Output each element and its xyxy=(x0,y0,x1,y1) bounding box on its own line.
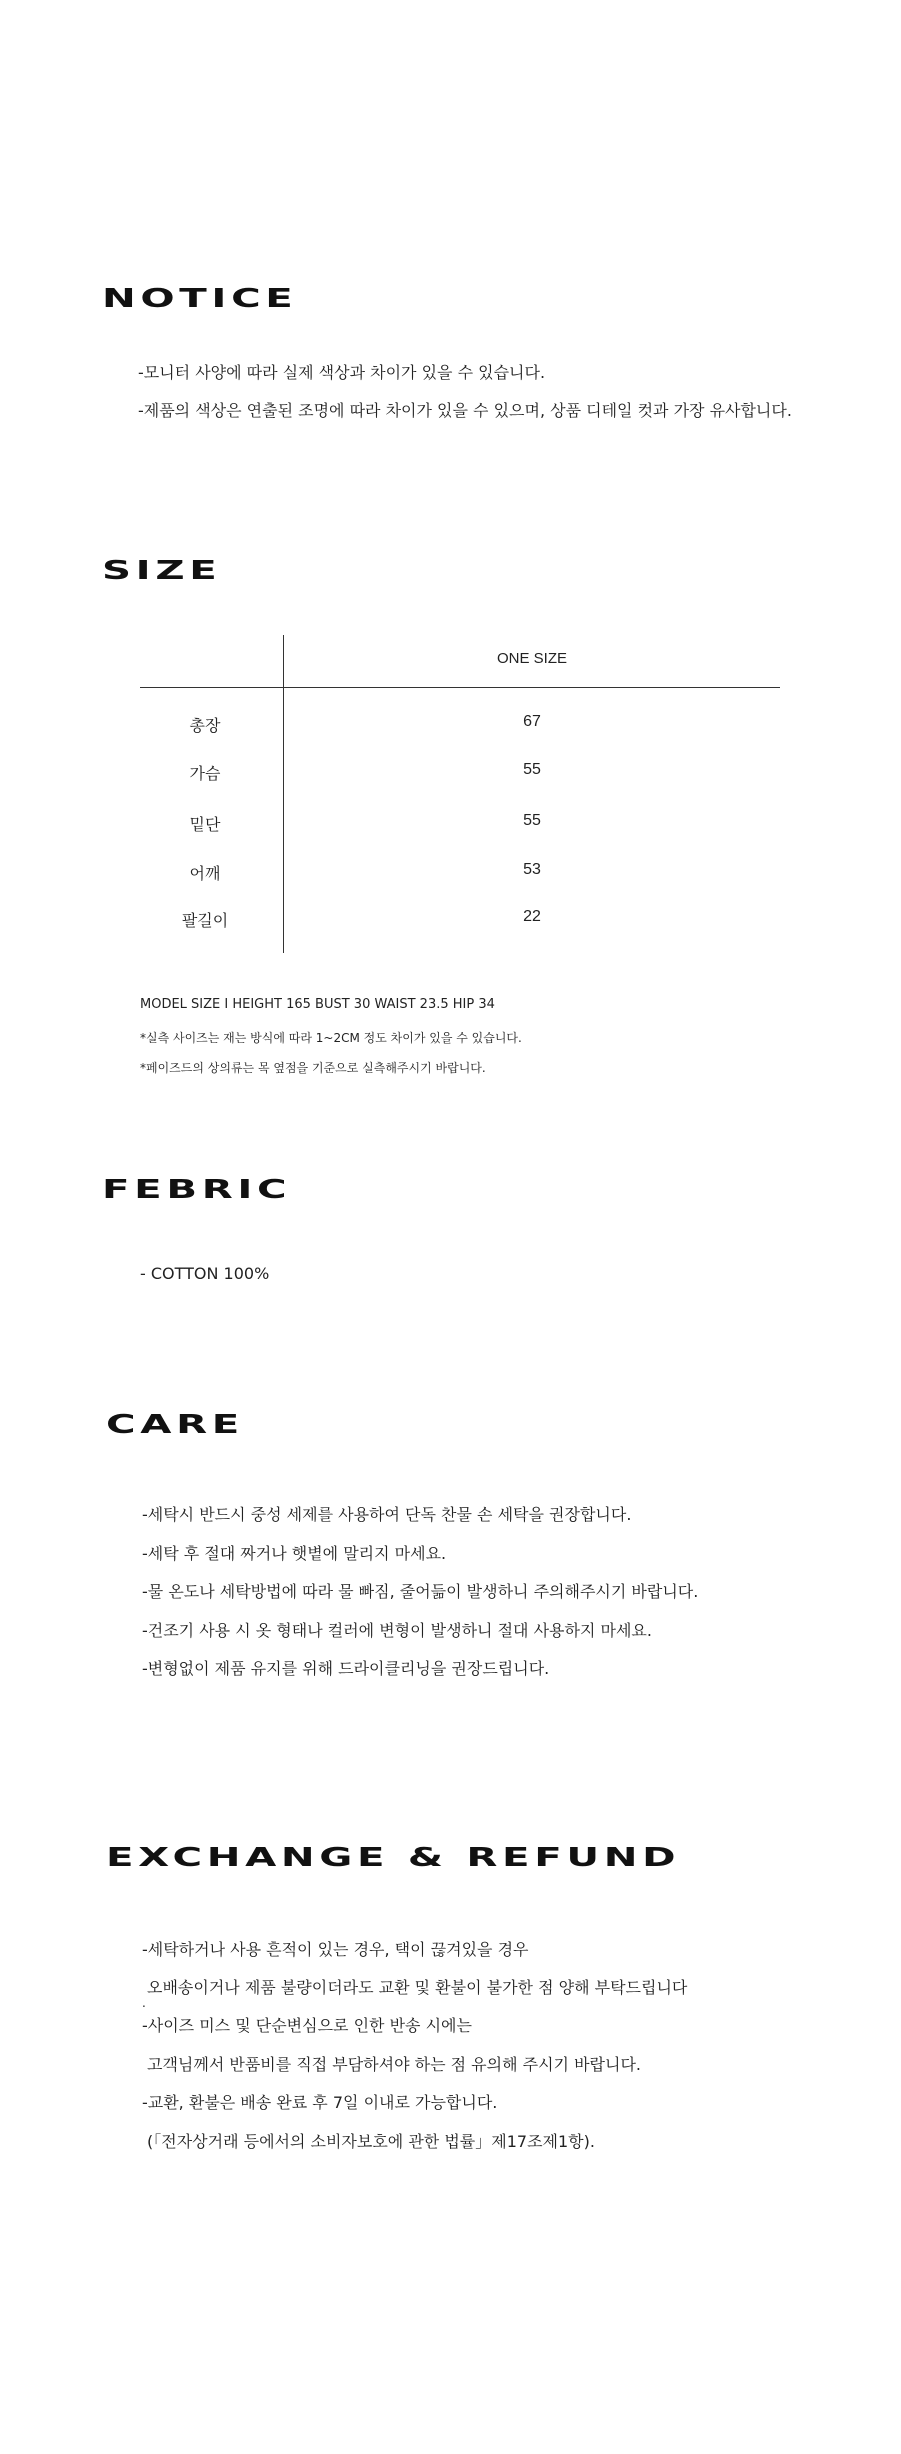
row-value-shoulder: 53 xyxy=(523,861,541,878)
notice-heading: NOTICE xyxy=(102,284,298,314)
exchange-line-1: -세탁하거나 사용 흔적이 있는 경우, 택이 끊겨있을 경우 xyxy=(142,1940,529,1959)
care-line-2: -세탁 후 절대 짜거나 햇볕에 말리지 마세요. xyxy=(142,1544,447,1563)
size-table xyxy=(140,635,780,955)
size-heading: SIZE xyxy=(102,556,222,586)
column-header-one-size: ONE SIZE xyxy=(496,650,567,667)
notice-line-2: -제품의 색상은 연출된 조명에 따라 차이가 있을 수 있으며, 상품 디테일 컷과 가장 유사합니다. xyxy=(138,401,792,420)
size-note-1: *실측 사이즈는 재는 방식에 따라 1~2CM 정도 차이가 있을 수 있습니다. xyxy=(140,1031,522,1045)
row-label-shoulder: 어깨 xyxy=(189,864,221,883)
exchange-line-3: -사이즈 미스 및 단순변심으로 인한 반송 시에는 xyxy=(142,2016,472,2035)
care-heading: CARE xyxy=(106,1410,244,1440)
table-divider-horizontal xyxy=(140,687,780,688)
row-value-length: 67 xyxy=(523,713,541,730)
exchange-line-2: 오배송이거나 제품 불량이더라도 교환 및 환불이 불가한 점 양해 부탁드립니다 xyxy=(147,1978,688,1997)
size-note-2: *페이즈드의 상의류는 목 옆점을 기준으로 실측해주시기 바랍니다. xyxy=(140,1061,486,1075)
table-divider-vertical xyxy=(283,635,284,953)
care-line-4: -건조기 사용 시 옷 형태나 컬러에 변형이 발생하니 절대 사용하지 마세요. xyxy=(142,1621,652,1640)
notice-line-1: -모니터 사양에 따라 실제 색상과 차이가 있을 수 있습니다. xyxy=(138,363,546,382)
row-value-hem: 55 xyxy=(523,812,541,829)
row-value-sleeve: 22 xyxy=(523,908,541,925)
row-label-hem: 밑단 xyxy=(189,815,221,834)
exchange-line-4: 고객님께서 반품비를 직접 부담하셔야 하는 점 유의해 주시기 바랍니다. xyxy=(147,2055,641,2074)
row-value-chest: 55 xyxy=(523,761,541,778)
row-label-chest: 가슴 xyxy=(189,764,221,783)
row-label-length: 총장 xyxy=(189,716,221,735)
exchange-refund-heading: EXCHANGE & REFUND xyxy=(106,1843,681,1873)
exchange-line-5: -교환, 환불은 배송 완료 후 7일 이내로 가능합니다. xyxy=(142,2093,498,2112)
row-label-sleeve: 팔길이 xyxy=(181,911,229,930)
fabric-composition: - COTTON 100% xyxy=(140,1264,270,1283)
care-line-5: -변형없이 제품 유지를 위해 드라이클리닝을 권장드립니다. xyxy=(142,1659,550,1678)
care-line-1: -세탁시 반드시 중성 세제를 사용하여 단독 찬물 손 세탁을 권장합니다. xyxy=(142,1505,632,1524)
exchange-line-6: (「전자상거래 등에서의 소비자보호에 관한 법률」제17조제1항). xyxy=(147,2132,595,2151)
care-line-3: -물 온도나 세탁방법에 따라 물 빠짐, 줄어듦이 발생하니 주의해주시기 바랍니다. xyxy=(142,1582,699,1601)
fabric-heading: FEBRIC xyxy=(102,1175,292,1205)
model-size-info: MODEL SIZE I HEIGHT 165 BUST 30 WAIST 23.5 HIP 34 xyxy=(140,997,495,1012)
exchange-line-dot: . xyxy=(142,1996,146,2010)
